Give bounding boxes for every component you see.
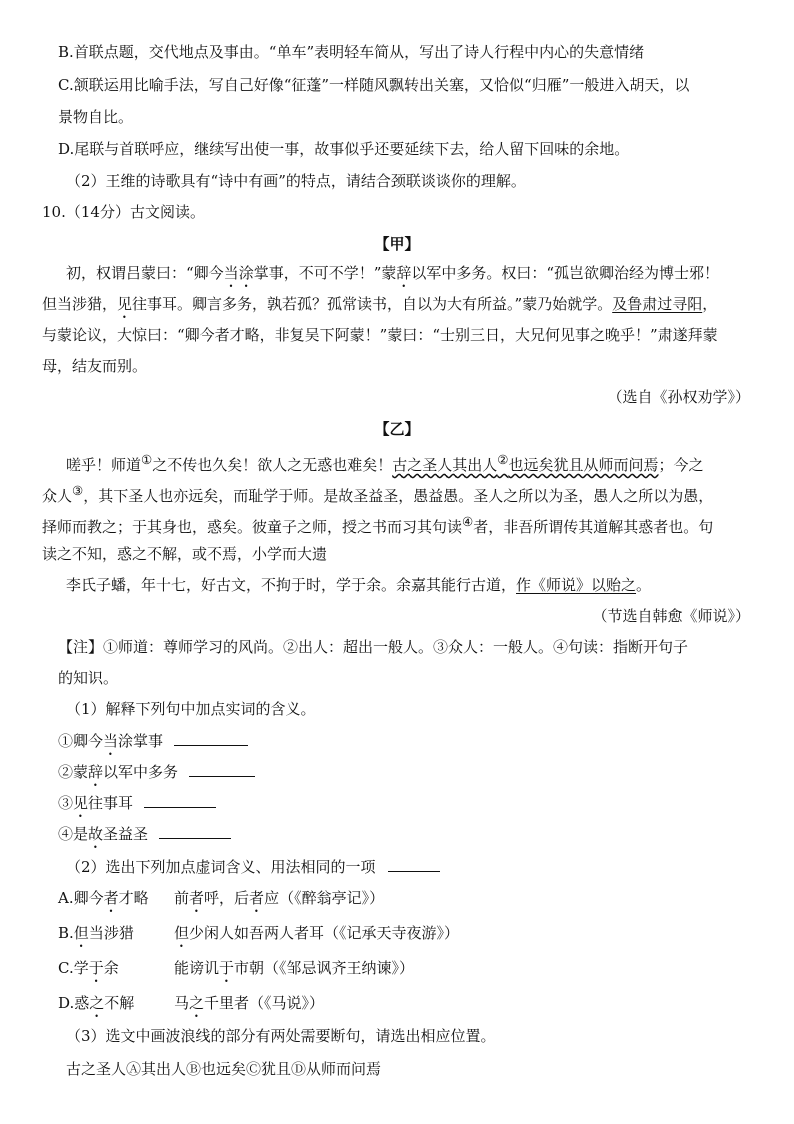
dotted-word: 当 (103, 732, 119, 750)
passage-yi-label: 【乙】 (374, 420, 420, 438)
passage-jia-line1 (66, 262, 719, 284)
subq2-option-c (58, 957, 119, 979)
q9-option-d: D.尾联与首联呼应，继续写出使一事，故事似乎还要延续下去，给人留下回味的余地。 (58, 140, 630, 158)
text-segment: 市朝（《邹忌讽齐王纳谏》） (234, 959, 415, 977)
text-segment: 者，非吾所谓传其道解其惑者也。句 (473, 518, 714, 536)
text-segment: 众人 (42, 487, 73, 505)
dotted-word: 于 (219, 959, 235, 977)
answer-blank[interactable] (144, 793, 216, 808)
subq3-sentence: 古之圣人Ⓐ其出人Ⓑ也远矣Ⓒ犹且Ⓓ从师而问焉 (66, 1060, 382, 1078)
dotted-word: 者 (189, 889, 205, 907)
passage-yi-line1 (66, 449, 704, 474)
passage-jia-label: 【甲】 (374, 235, 420, 253)
dotted-word: 之 (89, 994, 105, 1012)
text-segment: 李氏子蟠，年十七，好古文，不拘于时，学于余。余嘉其能行古道， (66, 576, 517, 594)
passage-yi-source: （节选自韩愈《师说》） (592, 607, 750, 625)
text-segment: 前 (174, 889, 190, 907)
dotted-word: 者 (103, 889, 119, 907)
text-segment: 马 (174, 994, 190, 1012)
subq2-option-d-compare (174, 992, 324, 1014)
dotted-word: 涂 (238, 264, 254, 282)
subq2-prompt (66, 856, 440, 878)
text-segment: 嗟乎！师道 (66, 456, 142, 474)
passage-jia-line4: 母，结友而别。 (42, 357, 148, 375)
text-segment: 以军中多务 (103, 763, 179, 781)
text-segment: ；今之 (658, 456, 704, 474)
dotted-word: 当 (223, 264, 239, 282)
text-segment: 不解 (104, 994, 135, 1012)
text-segment: 以军中多务。权曰：“孤岂欲卿治经为博士邪！ (411, 264, 720, 282)
footnote-marker: ③ (72, 483, 84, 498)
subq2-option-b (58, 922, 134, 944)
passage-jia-source: （选自《孙权劝学》） (607, 388, 750, 406)
text-segment: 余 (103, 959, 119, 977)
text-segment: 。 (636, 576, 652, 594)
text-segment: 才略 (118, 889, 149, 907)
passage-jia-line3: 与蒙论议，大惊曰：“卿今者才略，非复吴下阿蒙！”蒙曰：“士别三日，大兄何见事之晚乎！”肃遂拜蒙 (42, 326, 718, 344)
notes-line1: 【注】①师道：尊师学习的风尚。②出人：超出一般人。③众人：一般人。④句读：指断开句子 (58, 638, 689, 656)
text-segment: 古之圣人其出人 (392, 456, 498, 474)
underlined-sentence: 及鲁肃过寻阳 (612, 295, 703, 313)
text-segment: ②蒙 (58, 763, 89, 781)
dotted-word: 但 (73, 924, 89, 942)
notes-line2: 的知识。 (58, 669, 119, 687)
answer-blank[interactable] (159, 824, 231, 839)
answer-blank[interactable] (189, 762, 255, 777)
subq2-option-c-compare (174, 957, 414, 979)
text-segment: 呼，后 (204, 889, 250, 907)
footnote-marker: ② (497, 452, 509, 467)
dotted-word: 辞 (396, 264, 412, 282)
dotted-word: 辞 (88, 763, 104, 781)
text-segment: 涂掌事 (118, 732, 164, 750)
text-segment: D.惑 (58, 994, 90, 1012)
text-segment: 当涉猎 (88, 924, 134, 942)
subq3-prompt: （3）选文中画波浪线的部分有两处需要断句，请选出相应位置。 (66, 1027, 496, 1045)
q9-option-c-line2: 景物自比。 (58, 108, 134, 126)
subq1-item4 (58, 823, 231, 845)
answer-blank[interactable] (174, 731, 248, 746)
passage-yi-line2 (42, 480, 714, 505)
dotted-word: 于 (88, 959, 104, 977)
text-segment: （2）选出下列加点虚词含义、用法相同的一项 (66, 858, 376, 876)
text-segment: ，其下圣人也亦远矣，而耻学于师。是故圣益圣，愚益愚。圣人之所以为圣，愚人之所以为愚， (83, 487, 714, 505)
subq1-item3 (58, 792, 216, 814)
text-segment: 初，权谓吕蒙曰：“卿今 (66, 264, 224, 282)
answer-blank[interactable] (388, 857, 440, 872)
q10-title: 10.（14分）古文阅读。 (42, 203, 205, 221)
dotted-word: 但 (174, 924, 190, 942)
text-segment: ④是 (58, 825, 89, 843)
q9-subquestion-2: （2）王维的诗歌具有“诗中有画”的特点，请结合颈联谈谈你的理解。 (66, 172, 526, 190)
subq2-option-a-compare (174, 887, 384, 909)
text-segment: 往事耳。卿言多务，孰若孤？孤常读书，自以为大有所益。”蒙乃始就学。 (132, 295, 613, 313)
dotted-word: 见 (73, 794, 89, 812)
text-segment: ①卿今 (58, 732, 104, 750)
passage-yi-line3 (42, 511, 714, 536)
dotted-word: 故 (88, 825, 104, 843)
passage-yi-line5 (66, 574, 651, 596)
q9-option-c-line1: C.颔联运用比喻手法，写自己好像“征蓬”一样随风飘转出关塞，又恰似“归雁”一般进入胡天，以 (58, 76, 690, 94)
text-segment: 择师而教之；于其身也，惑矣。彼童子之师，授之书而习其句读 (42, 518, 463, 536)
text-segment: 但当涉猎， (42, 295, 118, 313)
text-segment: 少闲人如吾两人者耳（《记承天寺夜游》） (189, 924, 460, 942)
dotted-word: 者 (249, 889, 265, 907)
dotted-word: 之 (189, 994, 205, 1012)
text-segment: ， (702, 295, 718, 313)
text-segment: B. (58, 924, 74, 942)
underlined-sentence: 作《师说》以贻之 (516, 576, 637, 594)
text-segment: 也远矣犹且从师而问焉 (508, 456, 659, 474)
passage-yi-line4: 读之不知，惑之不解，或不焉，小学而大遗 (42, 545, 328, 563)
text-segment: 应（《醉翁亭记》） (264, 889, 385, 907)
text-segment: A.卿今 (58, 889, 104, 907)
text-segment: 往事耳 (88, 794, 134, 812)
text-segment: 能谤讥 (174, 959, 220, 977)
text-segment: 千里者（《马说》） (204, 994, 325, 1012)
subq1-item1 (58, 730, 248, 752)
subq1-item2 (58, 761, 255, 783)
footnote-marker: ① (141, 452, 153, 467)
subq2-option-b-compare (174, 922, 459, 944)
subq2-option-a (58, 887, 149, 909)
text-segment: ③ (58, 794, 74, 812)
text-segment: 之不传也久矣！欲人之无惑也难矣！ (152, 456, 393, 474)
wavy-underlined-sentence (392, 452, 659, 474)
footnote-marker: ④ (462, 514, 474, 529)
text-segment: C.学 (58, 959, 89, 977)
passage-jia-line2 (42, 293, 717, 315)
text-segment: 圣益圣 (103, 825, 149, 843)
q9-option-b: B.首联点题，交代地点及事由。“单车”表明轻车简从，写出了诗人行程中内心的失意情绪 (58, 43, 645, 61)
text-segment: 掌事，不可不学！”蒙 (253, 264, 397, 282)
dotted-word: 见 (117, 295, 133, 313)
subq2-option-d (58, 992, 134, 1014)
subq1-prompt: （1）解释下列句中加点实词的含义。 (66, 700, 316, 718)
